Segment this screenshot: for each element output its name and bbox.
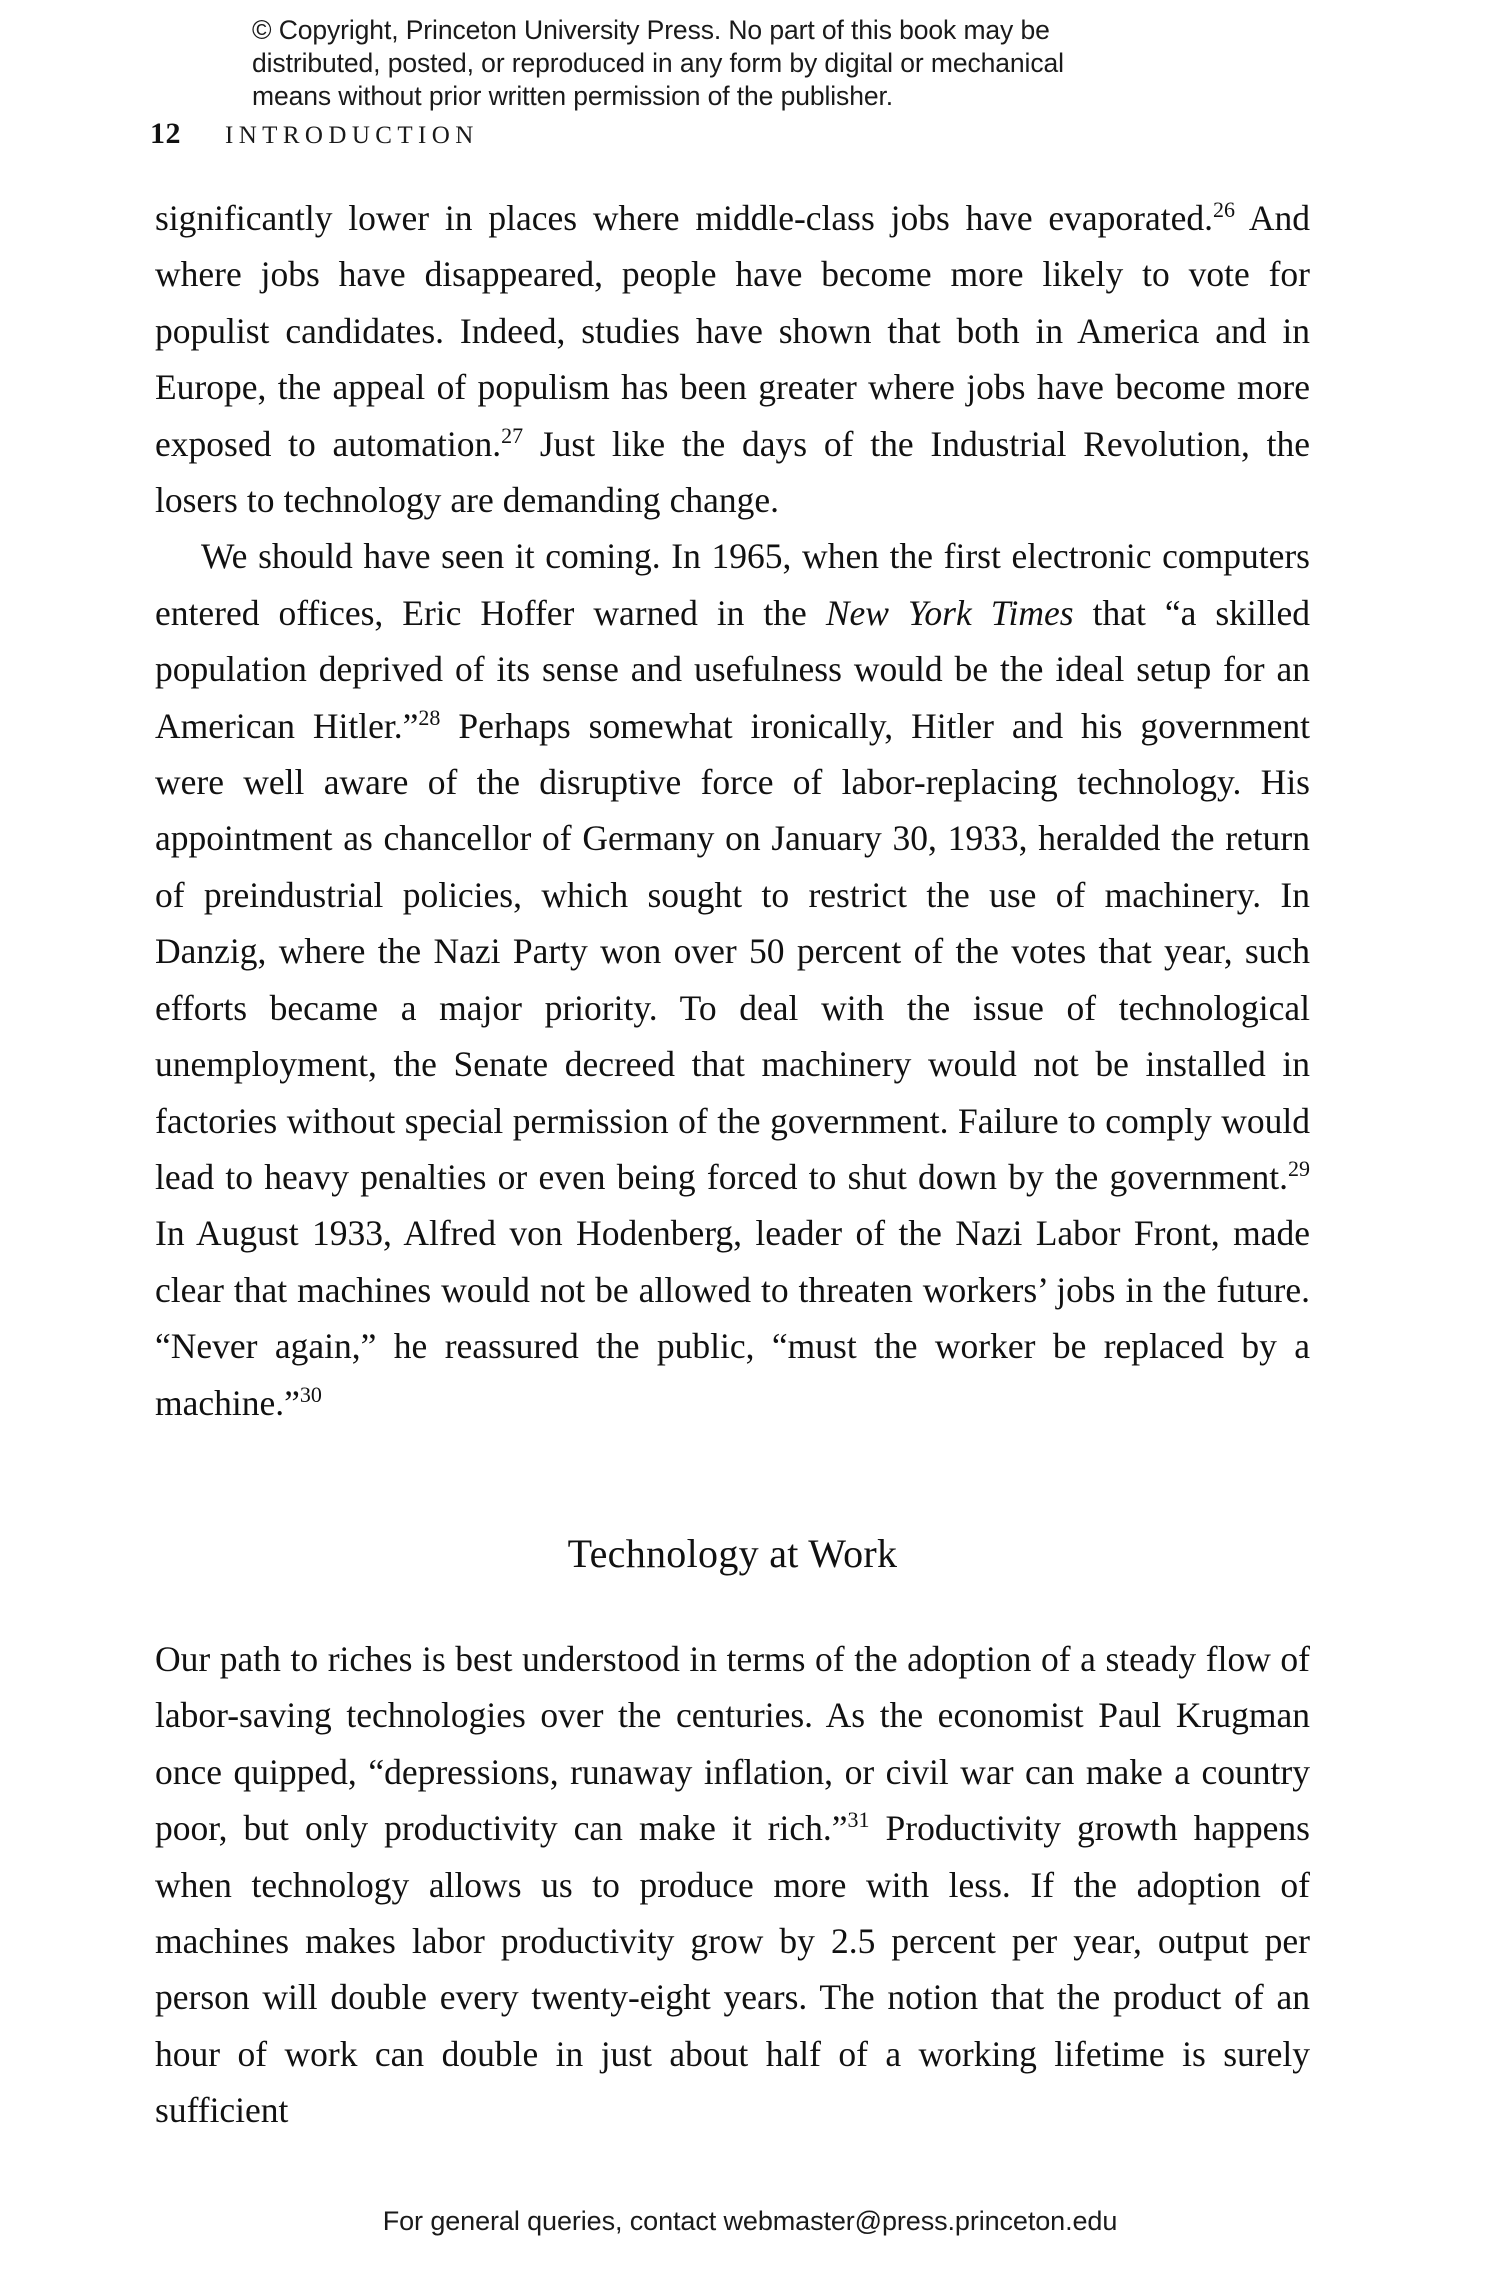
heading-spacer-top (155, 1431, 1310, 1527)
running-head (150, 117, 1350, 151)
paragraph-path-to-riches: Our path to riches is best understood in terms of the adoption of a steady flow of labor-saving technologies over the centuries. As the economist Paul Krugman once quipped, “depressions, runaway inflation, or civil war can make a country poor, but only productivity can make it rich.”$^{31}$ Productivity growth happens when technology allows us to produce more with less. If the adoption of machines makes labor productivity grow by 2.5 percent per year, output per person will double every twenty-eight years. The notion that the product of an hour of work can double in just about half of a working lifetime is surely sufficient (155, 1638, 1310, 2131)
chapter-title: INTRODUCTION (225, 122, 479, 149)
heading-spacer-bottom (155, 1581, 1310, 1631)
paragraph-hoffer-hitler: We should have seen it coming. In 1965, when the first electronic computers entered offices, Eric Hoffer warned in the New York Times that “a skilled population deprived of its sense and usefulness would be the ideal setup for an American Hitler.”$^{28}$ Perhaps somewhat ironically, Hitler and his government were well aware of the disruptive force of labor-replacing technology. His appointment as chancellor of Germany on January 30, 1933, heralded the return of preindustrial policies, which sought to restrict the use of machinery. In Danzig, where the Nazi Party won over 50 percent of the votes that year, such efforts became a major priority. To deal with the issue of technological unemployment, the Senate decreed that machinery would not be installed in factories without special permission of the government. Failure to comply would lead to heavy penalties or even being forced to shut down by the government.$^{29}$ In August 1933, Alfred von Hodenberg, leader of the Nazi Labor Front, made clear that machines would not be allowed to threaten workers’ jobs in the future. “Never again,” he reassured the public, “must the worker be replaced by a machine.”$^{30}$ (155, 536, 1310, 1423)
page-number: 12 (150, 117, 181, 150)
copyright-notice (252, 14, 1272, 113)
copyright-line-2: distributed, posted, or reproduced in any form by digital or mechanical (252, 48, 1064, 78)
copyright-line-3: means without prior written permission of the publisher. (252, 81, 894, 111)
footer-queries-note: For general queries, contact webmaster@press.princeton.edu (382, 2206, 1118, 2236)
section-heading-technology-at-work: Technology at Work (567, 1530, 898, 1576)
paragraph-populism: significantly lower in places where middle-class jobs have evaporated.$^{26}$ And where jobs have disappeared, people have become more likely to vote for populist candidates. Indeed, studies have shown that both in America and in Europe, the appeal of populism has been greater where jobs have become more exposed to automation.$^{27}$ Just like the days of the Industrial Revolution, the losers to technology are demanding change. (155, 197, 1311, 521)
copyright-line-1: © Copyright, Princeton University Press. No part of this book may be (252, 15, 1050, 45)
body-text-column (155, 190, 1310, 2139)
